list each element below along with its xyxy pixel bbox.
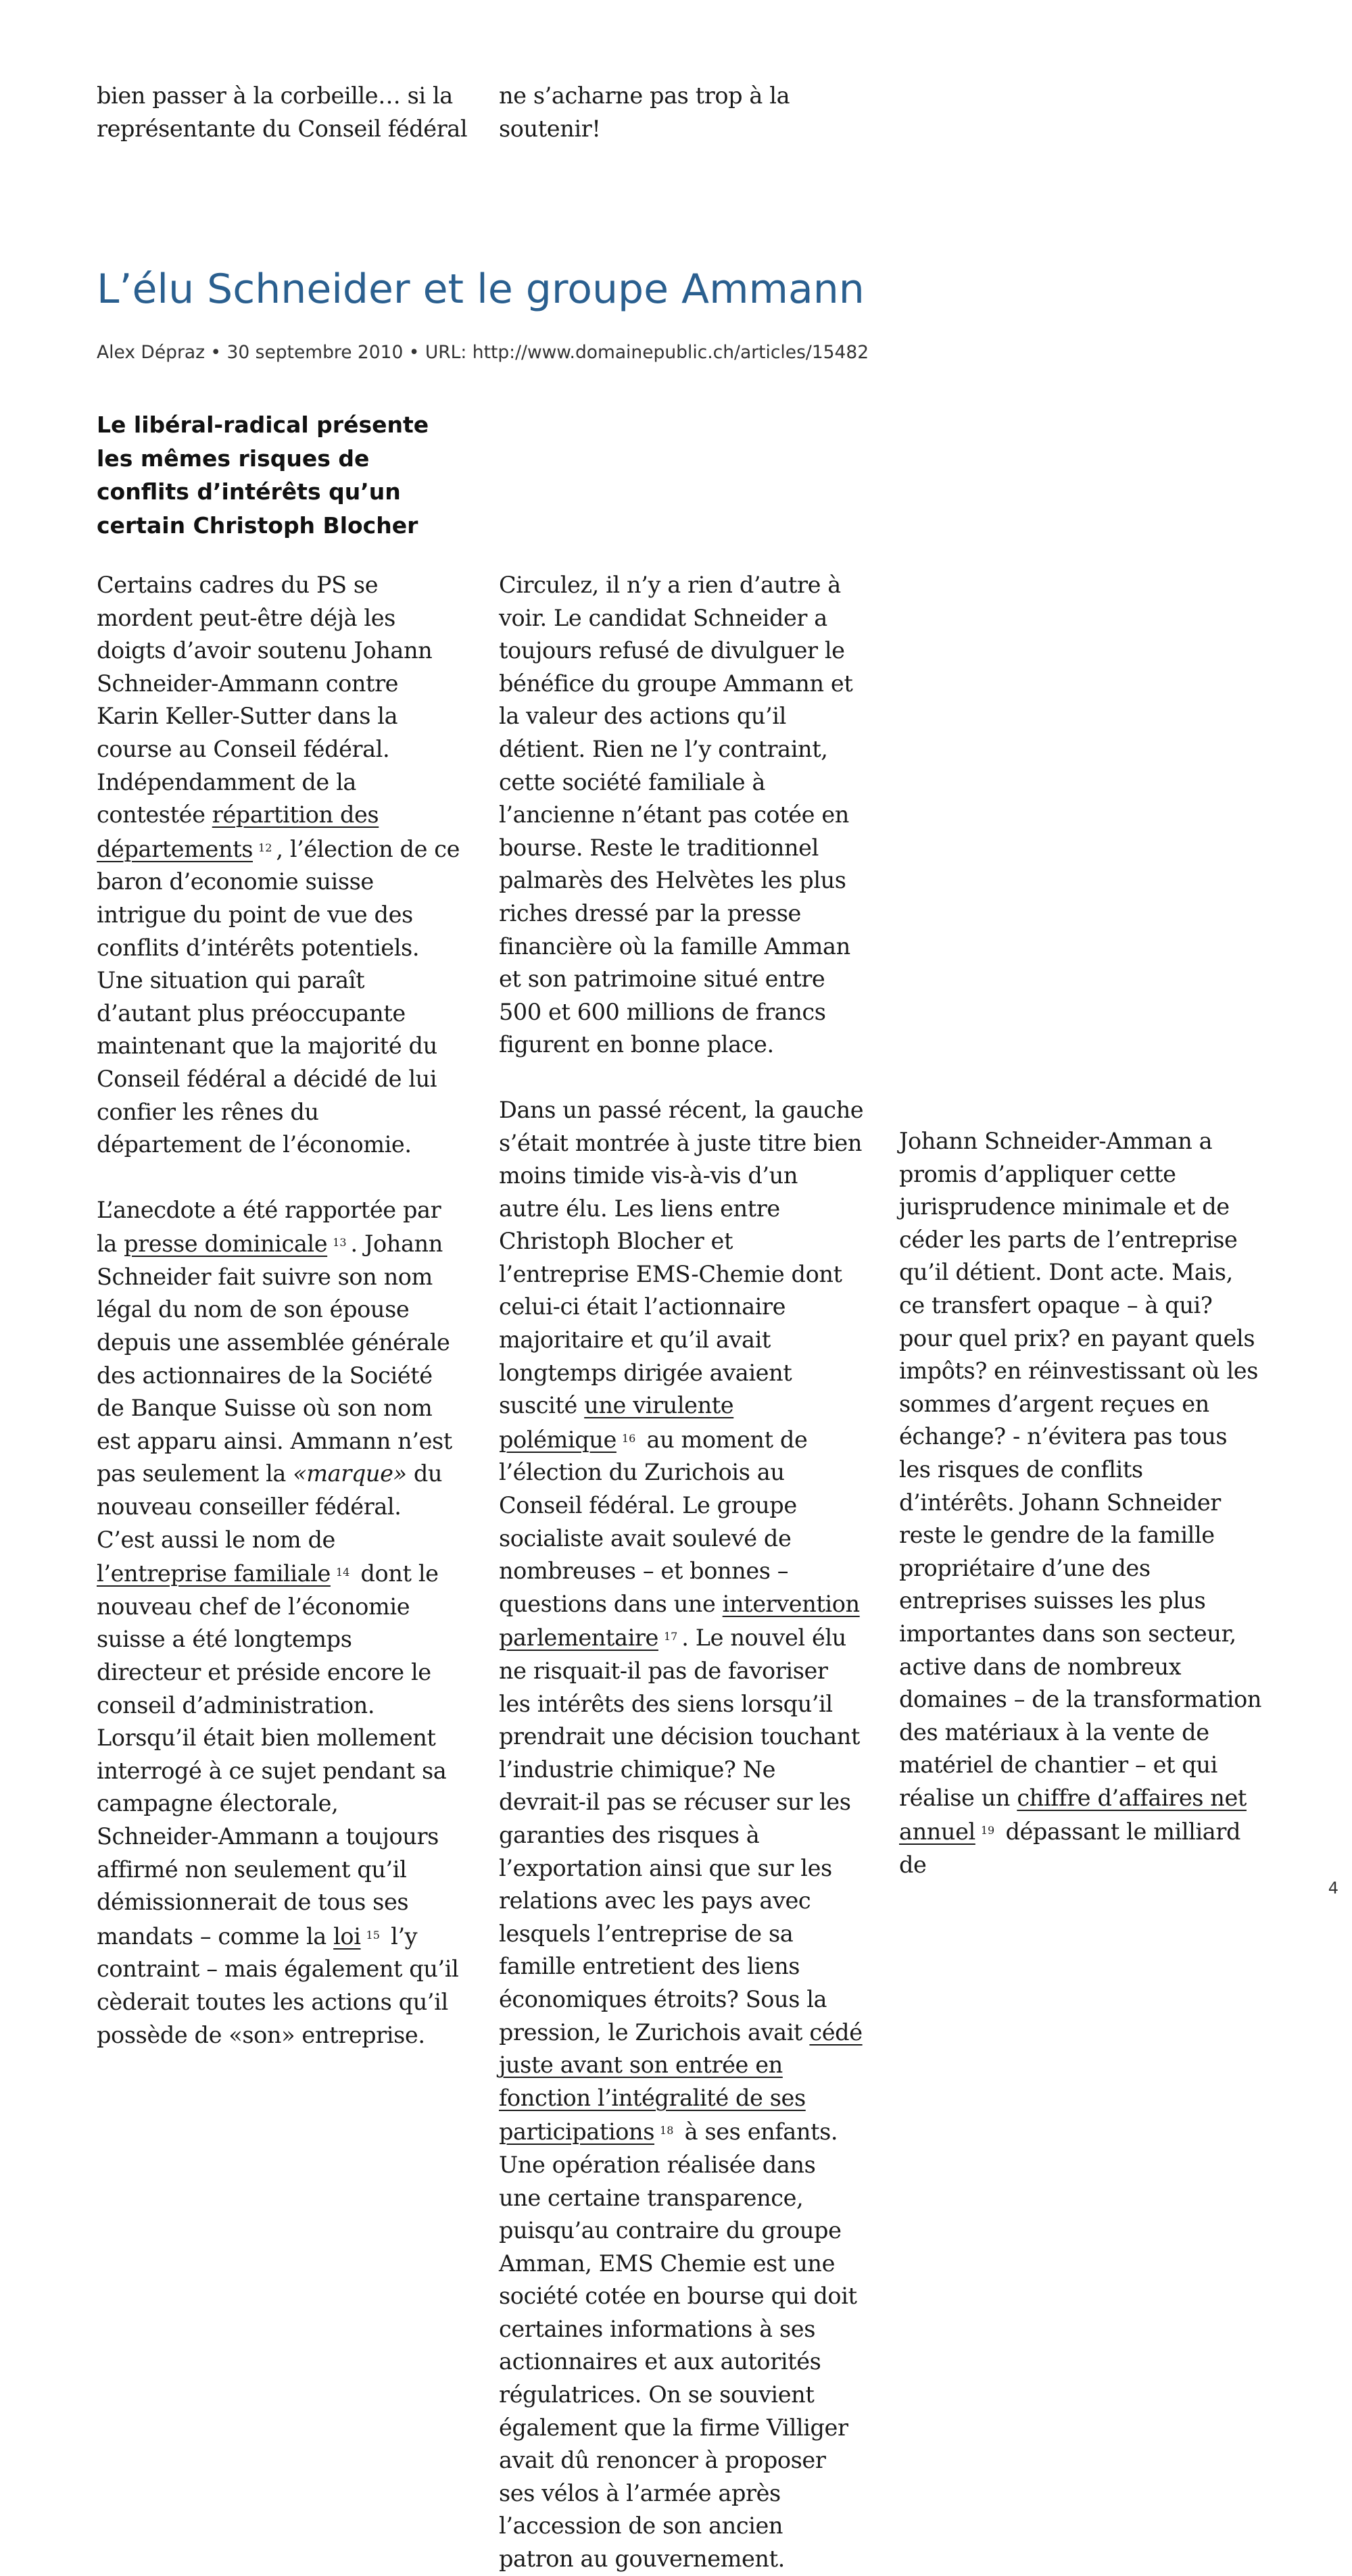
emphasis-marque: «marque» (293, 1460, 407, 1487)
text-run: Johann Schneider-Amman a promis d’appliquer cette jurisprudence minimale et de céder les parts de l’entreprise qu’il détient. Dont acte. Mais, ce transfert opaque – à qui? pour quel prix? en payant quels impôts? en réinvestissant où les sommes d’argent reçues en échange? - n’évitera pas tous les risques de conflits d’intérêts. Johann Schneider reste le gendre de la famille propriétaire d’une des entreprises suisses les plus importantes dans son secteur, active dans de nombreux domaines – de la transformation des matériaux à la vente de matériel de chantier – et qui réalise un (899, 1128, 1262, 1811)
text-run: l’y contraint – mais également qu’il cèderait toutes les actions qu’il possède de «son» entreprise. (97, 1923, 459, 2048)
text-run: , l’élection de ce baron d’economie suisse intrigue du point de vue des conflits d’intérêts potentiels. Une situation qui paraît d’autant plus préoccupante maintenant que la majorité du Conseil fédéral a décidé de lui confier les rênes du département de l’économie. (97, 835, 460, 1158)
link-intervention-parlementaire[interactable]: intervention parlementaire (499, 1590, 860, 1652)
text-run: à ses enfants. Une opération réalisée dans une certaine transparence, puisqu’au contraire du groupe Amman, EMS Chemie est une société cotée en bourse qui doit certaines informations à ses actionnaires et aux autorités régulatrices. On se souvient également que la firme Villiger avait dû renoncer à proposer ses vélos à l’armée après l’accession de son ancien patron au gouvernement. (499, 2119, 857, 2573)
text-run: Dans un passé récent, la gauche s’était montrée à juste titre bien moins timide vis-à-vis d’un autre élu. Les liens entre Christoph Blocher et l’entreprise EMS-Chemie dont celui-ci était l’actionnaire majoritaire et qu’il avait longtemps dirigée avaient suscité (499, 1096, 864, 1419)
text-run: L’anecdote a été rapportée par la (97, 1196, 441, 1258)
paragraph-1 (97, 569, 462, 1162)
paragraph-3: Circulez, il n’y a rien d’autre à voir. Le candidat Schneider a toujours refusé de divulguer le bénéfice du groupe Ammann et la valeur des actions qu’il détient. Rien ne l’y contraint, cette société familiale à l’ancienne n’étant pas cotée en bourse. Reste le traditionnel palmarès des Helvètes les plus riches dressé par la presse financière où la famille Amman et son patrimoine situé entre 500 et 600 millions de francs figurent en bonne place. (499, 572, 853, 1058)
link-loi[interactable]: loi (333, 1923, 361, 1950)
article-column-3 (899, 1125, 1264, 1882)
text-run: au moment de l’élection du Zurichois au Conseil fédéral. Le groupe socialiste avait soulevé de nombreuses – et bonnes – questions dans une (499, 1426, 808, 1617)
article-byline: Alex Dépraz • 30 septembre 2010 • URL: http://www.domainepublic.ch/articles/15482 (97, 342, 869, 363)
footnote-marker: 14 (335, 1566, 350, 1579)
link-chiffre-affaires[interactable]: chiffre d’affaires net annuel (899, 1784, 1247, 1846)
text-run: . Johann Schneider fait suivre son nom légal du nom de son épouse depuis une assemblée générale des actionnaires de la Société de Banque Suisse où son nom est apparu ainsi. Ammann n’est pas seulement la (97, 1231, 452, 1487)
carryover-line: soutenir! (499, 115, 601, 142)
text-run: dépassant le milliard de (899, 1818, 1241, 1879)
footnote-marker: 13 (333, 1236, 347, 1249)
footnote-marker: 16 (621, 1431, 636, 1445)
carryover-line: bien passer à la corbeille… si la (97, 82, 453, 109)
text-run: . Le nouvel élu ne risquait-il pas de favoriser les intérêts des siens lorsqu’il prendrait une décision touchant l’industrie chimique? Ne devrait-il pas se récuser sur les garanties des risques à l’exportation ainsi que sur les relations avec les pays avec lesquels l’entreprise de sa famille entretient des liens économiques étroits? Sous la pression, le Zurichois avait (499, 1625, 860, 2046)
article-column-2 (499, 569, 864, 2576)
article-column-1 (97, 569, 462, 2052)
text-run: Certains cadres du PS se mordent peut-être déjà les doigts d’avoir soutenu Johann Schneider-Ammann contre Karin Keller-Sutter dans la course au Conseil fédéral. Indépendamment de la contestée (97, 572, 433, 828)
footnote-marker: 19 (980, 1824, 995, 1837)
footnote-marker: 12 (258, 841, 272, 854)
carryover-column-2 (499, 80, 877, 145)
link-cede-participations[interactable]: cédé juste avant son entrée en fonction l’intégralité de ses participations (499, 2018, 863, 2146)
article-title: L’élu Schneider et le groupe Ammann (97, 266, 865, 313)
link-entreprise-familiale[interactable]: l’entreprise familiale (97, 1560, 331, 1587)
paragraph-2 (97, 1194, 462, 2052)
paragraph-5 (899, 1125, 1264, 1882)
carryover-line: ne s’acharne pas trop à la (499, 82, 790, 109)
carryover-line: représentante du Conseil fédéral (97, 115, 468, 142)
footnote-marker: 15 (366, 1928, 380, 1941)
text-run: dont le nouveau chef de l’économie suisse a été longtemps directeur et préside encore le conseil d’administration. Lorsqu’il était bien mollement interrogé à ce sujet pendant sa campagne électorale, Schneider-Ammann a toujours affirmé non seulement qu’il démissionnerait de tous ses mandats – comme la (97, 1560, 447, 1950)
paragraph-4 (499, 1094, 864, 2576)
footnote-marker: 17 (663, 1630, 678, 1643)
footnote-marker: 18 (660, 2124, 674, 2137)
link-repartition-departements[interactable]: répartition des départements (97, 801, 379, 862)
page-number: 4 (1328, 1879, 1338, 1898)
carryover-column-1 (97, 80, 475, 145)
text-run: du nouveau conseiller fédéral. C’est aussi le nom de (97, 1460, 443, 1553)
link-virulente-polemique[interactable]: une virulente polémique (499, 1392, 734, 1453)
article-summary: Le libéral-radical présente les mêmes risques de conflits d’intérêts qu’un certain Christoph Blocher (97, 412, 429, 539)
link-presse-dominicale[interactable]: presse dominicale (124, 1231, 328, 1258)
